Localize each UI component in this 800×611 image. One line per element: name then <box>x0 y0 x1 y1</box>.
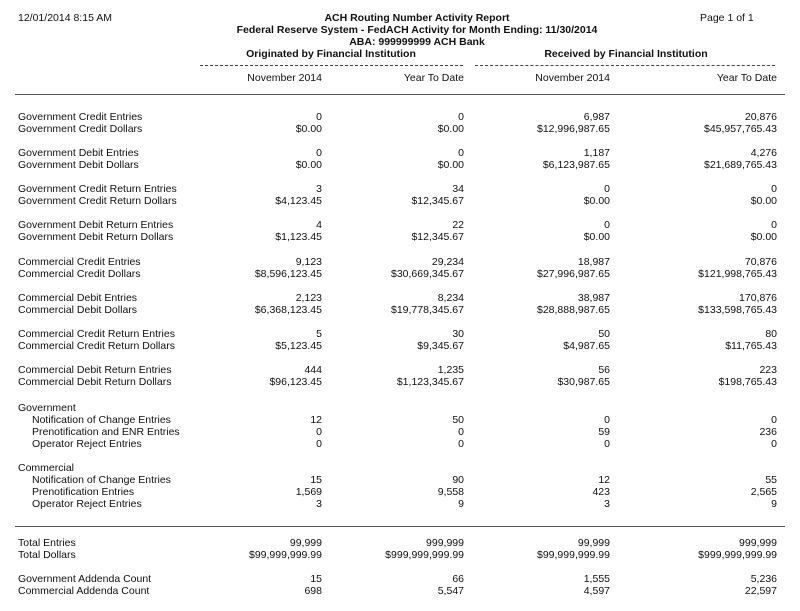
row-value-received-month: $0.00 <box>583 231 610 243</box>
row-value-originated-ytd: 9,558 <box>437 486 464 498</box>
row-value-received-ytd: 223 <box>759 364 777 376</box>
row-value-originated-month: 0 <box>316 438 322 450</box>
row-label: Commercial Debit Return Dollars <box>18 376 172 388</box>
row-value-originated-month: $96,123.45 <box>269 376 322 388</box>
row-label: Government Debit Dollars <box>18 159 139 171</box>
row-value-originated-month: 0 <box>316 426 322 438</box>
row-value-originated-ytd: $19,778,345.67 <box>391 304 464 316</box>
row-label: Commercial Credit Dollars <box>18 268 141 280</box>
row-value-originated-ytd: 0 <box>458 111 464 123</box>
row-value-received-ytd: $121,998,765.43 <box>698 268 777 280</box>
row-value-originated-month: 2,123 <box>295 292 322 304</box>
row-value-received-month: 423 <box>592 486 610 498</box>
row-value-received-ytd: 70,876 <box>744 256 777 268</box>
row-label: Government Debit Return Dollars <box>18 231 174 243</box>
row-value-originated-ytd: $30,669,345.67 <box>391 268 464 280</box>
row-value-received-ytd: $11,765.43 <box>725 340 777 352</box>
row-label: Commercial Credit Entries <box>18 256 141 268</box>
totals-rule <box>15 526 785 527</box>
row-value-originated-month: $5,123.45 <box>275 340 322 352</box>
row-label: Notification of Change Entries <box>32 474 171 486</box>
row-label: Government Debit Return Entries <box>18 219 174 231</box>
row-value-originated-month: 99,999 <box>289 537 322 549</box>
row-value-originated-month: 0 <box>316 111 322 123</box>
row-value-received-ytd: 9 <box>771 498 777 510</box>
section-heading-government: Government <box>18 402 76 414</box>
row-value-originated-month: $8,596,123.45 <box>254 268 322 280</box>
row-value-originated-ytd: 0 <box>458 438 464 450</box>
row-value-received-month: $28,888,987.65 <box>537 304 610 316</box>
row-label: Operator Reject Entries <box>32 438 142 450</box>
row-value-originated-ytd: 0 <box>458 147 464 159</box>
row-value-originated-ytd: $9,345.67 <box>417 340 464 352</box>
received-heading: Received by Financial Institution <box>544 48 708 60</box>
row-value-received-month: 0 <box>604 438 610 450</box>
row-label: Commercial Debit Dollars <box>18 304 138 316</box>
row-value-originated-ytd: $12,345.67 <box>411 195 464 207</box>
row-value-originated-ytd: 90 <box>452 474 464 486</box>
row-value-received-ytd: 170,876 <box>739 292 777 304</box>
row-value-received-month: 1,555 <box>583 573 610 585</box>
row-label: Government Addenda Count <box>18 573 152 585</box>
row-value-originated-ytd: 66 <box>452 573 464 585</box>
row-value-originated-ytd: $1,123,345.67 <box>396 376 464 388</box>
row-value-received-month: 4,597 <box>583 585 610 597</box>
originated-divider <box>200 65 463 66</box>
row-value-originated-ytd: $999,999,999.99 <box>385 549 464 561</box>
row-value-originated-month: 0 <box>316 147 322 159</box>
row-value-originated-month: $0.00 <box>295 159 322 171</box>
section-heading-commercial: Commercial <box>18 462 75 474</box>
row-value-originated-month: $99,999,999.99 <box>249 549 322 561</box>
report-datetime: 12/01/2014 8:15 AM <box>18 12 112 24</box>
row-value-received-month: 3 <box>604 498 610 510</box>
row-value-received-month: 50 <box>598 328 610 340</box>
row-value-received-ytd: 0 <box>771 219 777 231</box>
row-label: Commercial Credit Return Dollars <box>18 340 175 352</box>
row-value-originated-ytd: 1,235 <box>437 364 464 376</box>
row-value-originated-ytd: 30 <box>452 328 464 340</box>
row-value-received-ytd: 4,276 <box>750 147 777 159</box>
row-value-received-ytd: 2,565 <box>750 486 777 498</box>
row-value-originated-ytd: 9 <box>458 498 464 510</box>
report-subtitle: Federal Reserve System - FedACH Activity for Month Ending: 11/30/2014 <box>236 24 598 36</box>
row-label: Government Credit Entries <box>18 111 143 123</box>
row-value-originated-ytd: 22 <box>452 219 464 231</box>
row-value-received-month: 18,987 <box>577 256 610 268</box>
aba-line: ABA: 999999999 ACH Bank <box>349 36 485 48</box>
row-value-originated-ytd: 8,234 <box>437 292 464 304</box>
row-label: Total Dollars <box>18 549 76 561</box>
row-value-originated-month: $6,368,123.45 <box>254 304 322 316</box>
row-value-received-month: 59 <box>598 426 610 438</box>
row-value-received-ytd: $21,689,765.43 <box>704 159 777 171</box>
row-value-received-month: $99,999,999.99 <box>537 549 610 561</box>
row-value-received-month: 0 <box>604 183 610 195</box>
row-value-originated-ytd: $0.00 <box>437 159 464 171</box>
row-value-originated-month: $0.00 <box>295 123 322 135</box>
row-label: Commercial Credit Return Entries <box>18 328 175 340</box>
row-value-received-ytd: $198,765.43 <box>718 376 777 388</box>
row-value-received-month: 99,999 <box>577 537 610 549</box>
row-value-received-month: $27,996,987.65 <box>537 268 610 280</box>
row-value-originated-ytd: $0.00 <box>437 123 464 135</box>
row-value-originated-month: 4 <box>316 219 322 231</box>
row-value-received-month: 0 <box>604 414 610 426</box>
row-value-received-ytd: 999,999 <box>739 537 777 549</box>
row-value-originated-month: 3 <box>316 498 322 510</box>
row-value-originated-month: 3 <box>316 183 322 195</box>
row-value-received-month: 6,987 <box>583 111 610 123</box>
row-value-originated-ytd: 999,999 <box>426 537 464 549</box>
row-label: Commercial Debit Return Entries <box>18 364 172 376</box>
row-value-received-ytd: 0 <box>771 414 777 426</box>
column-header-received-month: November 2014 <box>535 72 610 84</box>
row-value-received-month: $0.00 <box>583 195 610 207</box>
row-value-originated-month: $4,123.45 <box>275 195 322 207</box>
row-value-received-ytd: 236 <box>759 426 777 438</box>
row-label: Operator Reject Entries <box>32 498 142 510</box>
row-value-received-month: 56 <box>598 364 610 376</box>
row-value-originated-month: 15 <box>310 573 322 585</box>
row-label: Government Credit Dollars <box>18 123 143 135</box>
row-label: Total Entries <box>18 537 76 549</box>
row-value-received-month: $4,987.65 <box>563 340 610 352</box>
row-value-received-month: 0 <box>604 219 610 231</box>
received-divider <box>475 65 775 66</box>
row-value-received-month: $6,123,987.65 <box>542 159 610 171</box>
row-value-originated-month: 15 <box>310 474 322 486</box>
column-header-originated-month: November 2014 <box>247 72 322 84</box>
row-label: Government Credit Return Dollars <box>18 195 177 207</box>
row-value-originated-ytd: 34 <box>452 183 464 195</box>
originated-heading: Originated by Financial Institution <box>246 48 416 60</box>
row-label: Prenotification and ENR Entries <box>32 426 180 438</box>
row-label: Government Credit Return Entries <box>18 183 177 195</box>
row-value-originated-month: 1,569 <box>295 486 322 498</box>
row-value-received-month: $12,996,987.65 <box>537 123 610 135</box>
row-value-originated-month: $1,123.45 <box>275 231 322 243</box>
row-value-received-ytd: 22,597 <box>744 585 777 597</box>
column-header-received-ytd: Year To Date <box>716 72 777 84</box>
row-value-received-ytd: $45,957,765.43 <box>704 123 777 135</box>
row-label: Commercial Addenda Count <box>18 585 150 597</box>
row-value-received-month: $30,987.65 <box>557 376 610 388</box>
row-value-originated-month: 5 <box>316 328 322 340</box>
row-value-originated-month: 12 <box>310 414 322 426</box>
row-value-originated-ytd: 5,547 <box>437 585 464 597</box>
row-value-received-month: 12 <box>598 474 610 486</box>
row-value-received-ytd: 5,236 <box>750 573 777 585</box>
row-value-originated-month: 698 <box>304 585 322 597</box>
row-value-originated-month: 9,123 <box>295 256 322 268</box>
row-value-received-ytd: $0.00 <box>750 231 777 243</box>
row-value-received-ytd: 80 <box>765 328 777 340</box>
page-number: Page 1 of 1 <box>700 12 754 24</box>
row-value-received-ytd: $0.00 <box>750 195 777 207</box>
row-label: Prenotification Entries <box>32 486 135 498</box>
row-value-received-ytd: 0 <box>771 438 777 450</box>
row-value-originated-ytd: 29,234 <box>431 256 464 268</box>
row-value-received-month: 38,987 <box>577 292 610 304</box>
row-value-originated-ytd: $12,345.67 <box>411 231 464 243</box>
row-label: Government Debit Entries <box>18 147 139 159</box>
row-value-received-ytd: 20,876 <box>744 111 777 123</box>
row-value-received-ytd: $133,598,765.43 <box>698 304 777 316</box>
row-value-received-ytd: 55 <box>765 474 777 486</box>
report-title: ACH Routing Number Activity Report <box>324 12 510 24</box>
row-value-originated-ytd: 50 <box>452 414 464 426</box>
header-rule <box>15 94 785 95</box>
row-value-received-ytd: 0 <box>771 183 777 195</box>
row-value-received-ytd: $999,999,999.99 <box>698 549 777 561</box>
row-value-originated-month: 444 <box>304 364 322 376</box>
row-value-originated-ytd: 0 <box>458 426 464 438</box>
column-header-originated-ytd: Year To Date <box>403 72 464 84</box>
row-value-received-month: 1,187 <box>583 147 610 159</box>
row-label: Commercial Debit Entries <box>18 292 138 304</box>
row-label: Notification of Change Entries <box>32 414 171 426</box>
